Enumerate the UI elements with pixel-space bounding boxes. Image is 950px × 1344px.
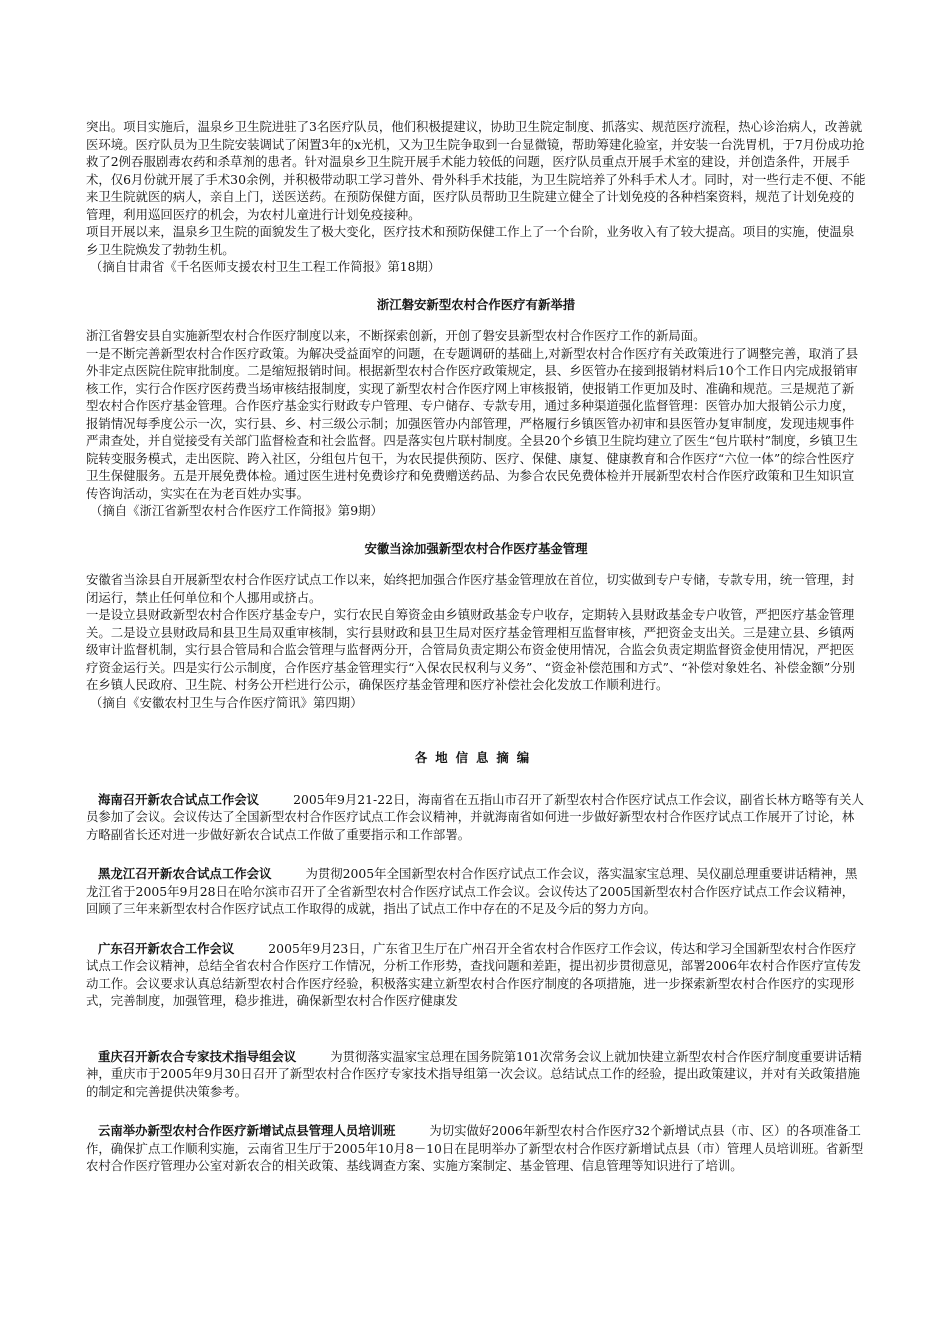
- digest-heading: 各地信息摘编: [414, 750, 538, 765]
- anhui-paragraph-2: 一是设立县财政新型农村合作医疗基金专户，实行农民自筹资金由乡镇财政基金专户收存，定期转入县财政基金专户收管，严把医疗基金管理关。二是设立县财政局和县卫生局双重审核制，实行县财政和县卫生局对医疗基金管理相互监督审核，严把资金支出关。三是建立县、乡镇两级审计监督机制，实行县合管局和合监会管理与监督两分开，合管局负责定期公布资金使用情况，合监会负责定期监督资金使用情况，严把医疗资金运行关。四是实行公示制度，合作医疗基金管理实行“入保农民权利与义务”、“资金补偿范围和方式”、“补偿对象姓名、补偿金额”分别在乡镇人民政府、卫生院、村务公开栏进行公示，确保医疗基金管理和医疗补偿社会化发放工作顺利进行。: [86, 607, 856, 692]
- anhui-paragraph-1: 安徽省当涂县自开展新型农村合作医疗试点工作以来，始终把加强合作医疗基金管理放在首位，切实做到专户专储，专款专用，统一管理，封闭运行，禁止任何单位和个人挪用或挤占。: [86, 572, 855, 605]
- news-item-title: 重庆召开新农合专家技术指导组会议: [98, 1048, 297, 1064]
- news-item-hainan: [86, 791, 866, 844]
- zhejiang-source: （摘自《浙江省新型农村合作医疗工作简报》第9期）: [90, 503, 383, 518]
- news-item-guangdong: [86, 940, 866, 1010]
- zhejiang-heading: 浙江磐安新型农村合作医疗有新举措: [376, 296, 576, 312]
- news-item-title: 广东召开新农合工作会议: [98, 940, 235, 956]
- anhui-source: （摘自《安徽农村卫生与合作医疗简讯》第四期）: [90, 694, 363, 710]
- news-item-title: 黑龙江召开新农合试点工作会议: [98, 866, 272, 881]
- news-item-title: 海南召开新农合试点工作会议: [98, 791, 260, 807]
- zhejiang-paragraph-1: 浙江省磐安县自实施新型农村合作医疗制度以来，不断探索创新，开创了磐安县新型农村合作医疗工作的新局面。: [86, 328, 706, 343]
- news-item-text: 2005年9月21-22日，海南省在五指山市召开了新型农村合作医疗试点工作会议，副省长林方略等有关人员参加了会议。会议传达了全国新型农村合作医疗试点工作会议精神，并就海南省如何进一步做好新型农村合作医疗试点工作展开了讨论，林方略副省长还对进一步做好新农合试点工作做了重要指示和工作部署。: [86, 791, 864, 842]
- news-item-text: 为切实做好2006年新型农村合作医疗32个新增试点县（市、区）的各项准备工作，确保扩点工作顺利实施，云南省卫生厅于2005年10月8－10日在昆明举办了新型农村合作医疗新增试点县（市）管理人员培训班。省新型农村合作医疗管理办公室对新农合的相关政策、基线调查方案、实施方案制定、基金管理、信息管理等知识进行了培训。: [86, 1123, 864, 1173]
- news-item-text: 为贯彻落实温家宝总理在国务院第101次常务会议上就加快建立新型农村合作医疗制度重要讲话精神，重庆市于2005年9月30日召开了新型农村合作医疗专家技术指导组第一次会议。总结试点工作的经验，提出政策建议，并对有关政策措施的制定和完善提供决策参考。: [86, 1048, 862, 1099]
- news-item-yunnan: [86, 1122, 866, 1175]
- document-page: [86, 118, 866, 1175]
- intro-paragraph-2: 项目开展以来，温泉乡卫生院的面貌发生了极大变化，医疗技术和预防保健工作上了一个台阶，业务收入有了较大提高。项目的实施，使温泉乡卫生院焕发了勃勃生机。: [86, 224, 855, 257]
- intro-source: （摘自甘肃省《千名医师支援农村卫生工程工作简报》第18期）: [90, 259, 441, 274]
- news-item-heilongjiang: [86, 865, 866, 918]
- news-item-chongqing: [86, 1048, 866, 1101]
- intro-paragraph-1: 突出。项目实施后，温泉乡卫生院进驻了3名医疗队员，他们积极提建议，协助卫生院定制度、抓落实、规范医疗流程，热心诊治病人，改善就医环境。医疗队员为卫生院安装调试了闲置3年的x光机，又为卫生院争取到一台显微镜，帮助筹建化验室，并安装一台洗胃机，于7月份成功抢救了2例吞服剧毒农药和杀草剂的患者。针对温泉乡卫生院开展手术能力较低的问题，医疗队员重点开展手术室的建设，并创造条件，开展手术，仅6月份就开展了手术30余例，并积极带动职工学习普外、骨外科手术技能，为卫生院培养了外科手术人才。同时，对一些行走不便、不能来卫生院就医的病人，亲自上门，送医送药。在预防保健方面，医疗队员帮助卫生院建立健全了计划免疫的各种档案资料，规范了计划免疫的管理，利用巡回医疗的机会，为农村儿童进行计划免疫接种。: [86, 119, 866, 222]
- news-item-text: 2005年9月23日，广东省卫生厅在广州召开全省农村合作医疗工作会议，传达和学习全国新型农村合作医疗试点工作会议精神，总结全省农村合作医疗工作情况，分析工作形势，查找问题和差距，提出初步贯彻意见，部署2006年农村合作医疗宣传发动工作。会议要求认真总结新型农村合作医疗经验，积极落实建立新型农村合作医疗制度的各项措施，进一步探索新型农村合作医疗的实现形式，完善制度，加强管理，稳步推进，确保新型农村合作医疗健康发: [86, 940, 861, 1008]
- news-item-title: 云南举办新型农村合作医疗新增试点县管理人员培训班: [98, 1123, 396, 1138]
- news-item-text: 为贯彻2005年全国新型农村合作医疗试点工作会议，落实温家宝总理、吴仪副总理重要讲话精神，黑龙江省于2005年9月28日在哈尔滨市召开了全省新型农村合作医疗试点工作会议。会议传达了2005国新型农村合作医疗试点工作会议精神，回顾了三年来新型农村合作医疗试点工作取得的成就，指出了试点工作中存在的不足及今后的努力方向。: [86, 866, 858, 916]
- anhui-heading: 安徽当涂加强新型农村合作医疗基金管理: [364, 540, 588, 556]
- zhejiang-paragraph-2: 一是不断完善新型农村合作医疗政策。为解决受益面窄的问题，在专题调研的基础上,对新型农村合作医疗有关政策进行了调整完善，取消了县外非定点医院住院审批制度。二是缩短报销时间。根据新型农村合作医疗政策规定，县、乡医管办在接到报销材料后10个工作日内完成报销审核工作，实行合作医疗医药费当场审核结报制度，实现了新型农村合作医疗网上审核报销，使报销工作更加及时、准确和规范。三是规范了新型农村合作医疗基金管理。合作医疗基金实行财政专户管理、专户储存、专款专用，通过多种渠道强化监督管理：医管办加大报销公示力度，报销情况每季度公示一次，实行县、乡、村三级公示制；加强医管办内部管理，严格履行乡镇医管办初审和县医管办复审制度，发现违规事件严肃查处，并自觉接受有关部门监督检查和社会监督。四是落实包片联村制度。全县20个乡镇卫生院均建立了医生“包片联村”制度，乡镇卫生院转变服务模式，走出医院、跨入社区，分组包片包干，为农民提供预防、医疗、保健、康复、健康教育和合作医疗“六位一体”的综合性医疗卫生保健服务。五是开展免费体检。通过医生进村免费诊疗和免费赠送药品、为参合农民免费体检并开展新型农村合作医疗政策和卫生知识宣传咨询活动，实实在在为老百姓办实事。: [86, 345, 859, 501]
